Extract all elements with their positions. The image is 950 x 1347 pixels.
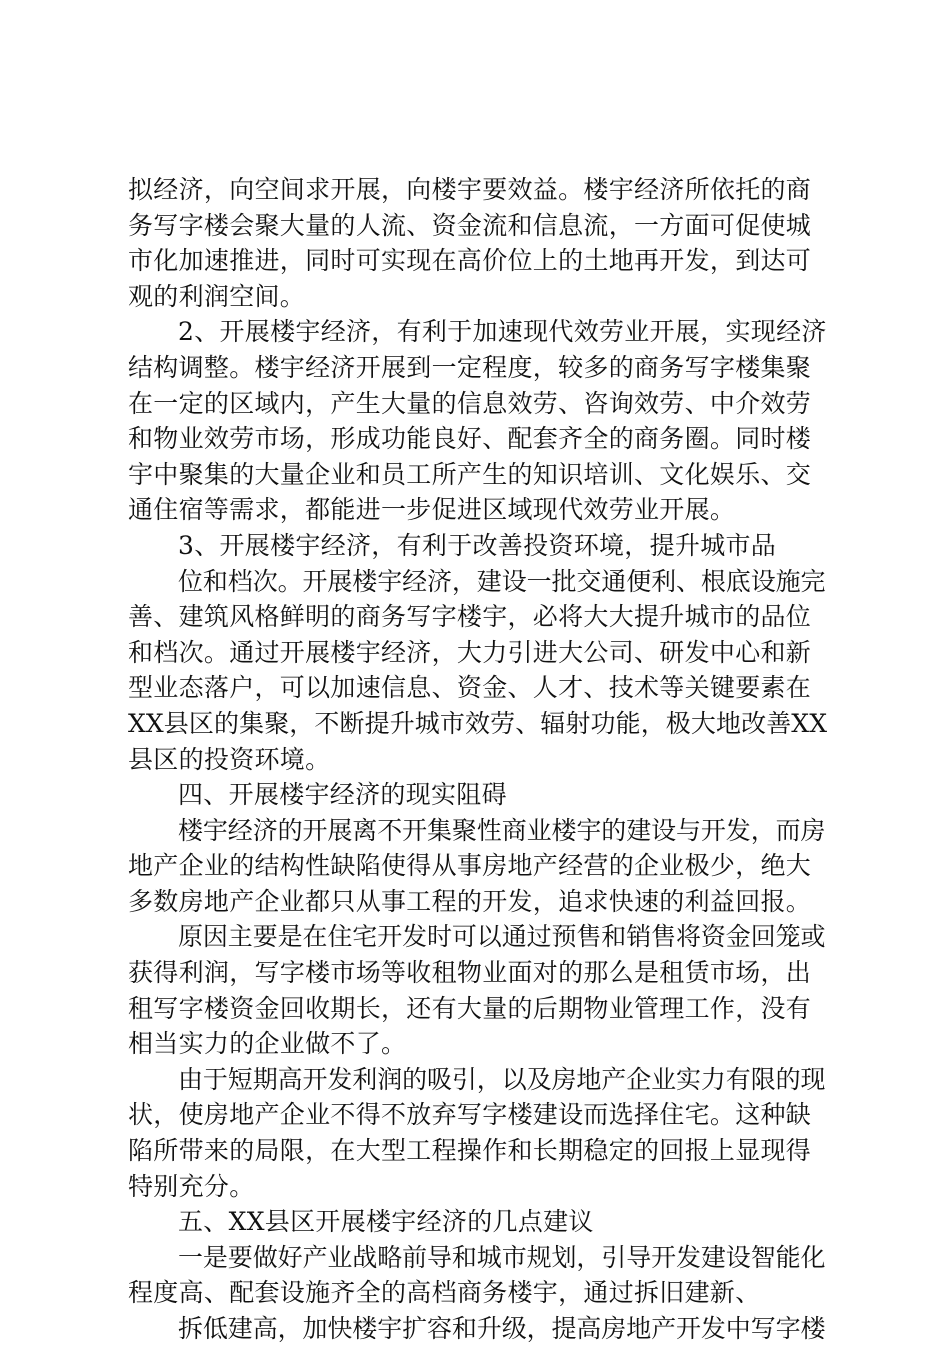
text-line: 地产企业的结构性缺陷使得从事房地产经营的企业极少，绝大 <box>128 851 812 881</box>
text-line: 由于短期高开发利润的吸引，以及房地产企业实力有限的现 <box>178 1064 826 1094</box>
text-line: 四、开展楼宇经济的现实阻碍 <box>178 780 507 810</box>
text-line: 务写字楼会聚大量的人流、资金流和信息流，一方面可促使城 <box>128 210 812 240</box>
text-line: 型业态落户，可以加速信息、资金、人才、技术等关键要素在 <box>128 673 812 703</box>
text-line: 楼宇经济的开展离不开集聚性商业楼宇的建设与开发，而房 <box>178 815 826 845</box>
text-line: 2、开展楼宇经济，有利于加速现代效劳业开展，实现经济 <box>178 317 827 347</box>
text-line: 拟经济，向空间求开展，向楼宇要效益。楼宇经济所依托的商 <box>128 175 812 204</box>
text-line: 观的利润空间。 <box>128 281 306 311</box>
text-line: 市化加速推进，同时可实现在高价位上的土地再开发，到达可 <box>128 246 812 276</box>
text-line: 状，使房地产企业不得不放弃写字楼建设而选择住宅。这种缺 <box>128 1100 812 1130</box>
document-body <box>128 172 830 1347</box>
text-line: 宇中聚集的大量企业和员工所产生的知识培训、文化娱乐、交 <box>128 459 812 489</box>
text-line: 租写字楼资金回收期长，还有大量的后期物业管理工作，没有 <box>128 993 812 1023</box>
text-line: 结构调整。楼宇经济开展到一定程度，较多的商务写字楼集聚 <box>128 352 812 382</box>
text-line: 在一定的区域内，产生大量的信息效劳、咨询效劳、中介效劳 <box>128 388 812 418</box>
text-line: 程度高、配套设施齐全的高档商务楼宇，通过拆旧建新、 <box>128 1278 761 1308</box>
text-line: 和物业效劳市场，形成功能良好、配套齐全的商务圈。同时楼 <box>128 424 812 454</box>
text-line: 特别充分。 <box>128 1171 255 1201</box>
text-line: XX县区的集聚，不断提升城市效劳、辐射功能，极大地改善XX <box>128 708 828 738</box>
text-line: 多数房地产企业都只从事工程的开发，追求快速的利益回报。 <box>128 886 812 916</box>
text-line: 通住宿等需求，都能进一步促进区域现代效劳业开展。 <box>128 495 736 525</box>
text-line: 相当实力的企业做不了。 <box>128 1029 407 1059</box>
text-line: 和档次。通过开展楼宇经济，大力引进大公司、研发中心和新 <box>128 637 812 667</box>
text-line: 一是要做好产业战略前导和城市规划，引导开发建设智能化 <box>178 1242 826 1272</box>
text-line: 拆低建高，加快楼宇扩容和升级，提高房地产开发中写字楼 <box>178 1314 826 1343</box>
text-line: 原因主要是在住宅开发时可以通过预售和销售将资金回笼或 <box>178 922 826 952</box>
text-line: 县区的投资环境。 <box>128 744 331 774</box>
text-line: 五、XX县区开展楼宇经济的几点建议 <box>178 1207 594 1237</box>
text-line: 3、开展楼宇经济，有利于改善投资环境，提升城市品 <box>178 530 777 560</box>
text-line: 获得利润，写字楼市场等收租物业面对的那么是租赁市场，出 <box>128 958 812 988</box>
text-line: 位和档次。开展楼宇经济，建设一批交通便利、根底设施完 <box>178 566 826 596</box>
text-line: 陷所带来的局限，在大型工程操作和长期稳定的回报上显现得 <box>128 1136 812 1166</box>
text-line: 善、建筑风格鲜明的商务写字楼宇，必将大大提升城市的品位 <box>128 602 812 632</box>
